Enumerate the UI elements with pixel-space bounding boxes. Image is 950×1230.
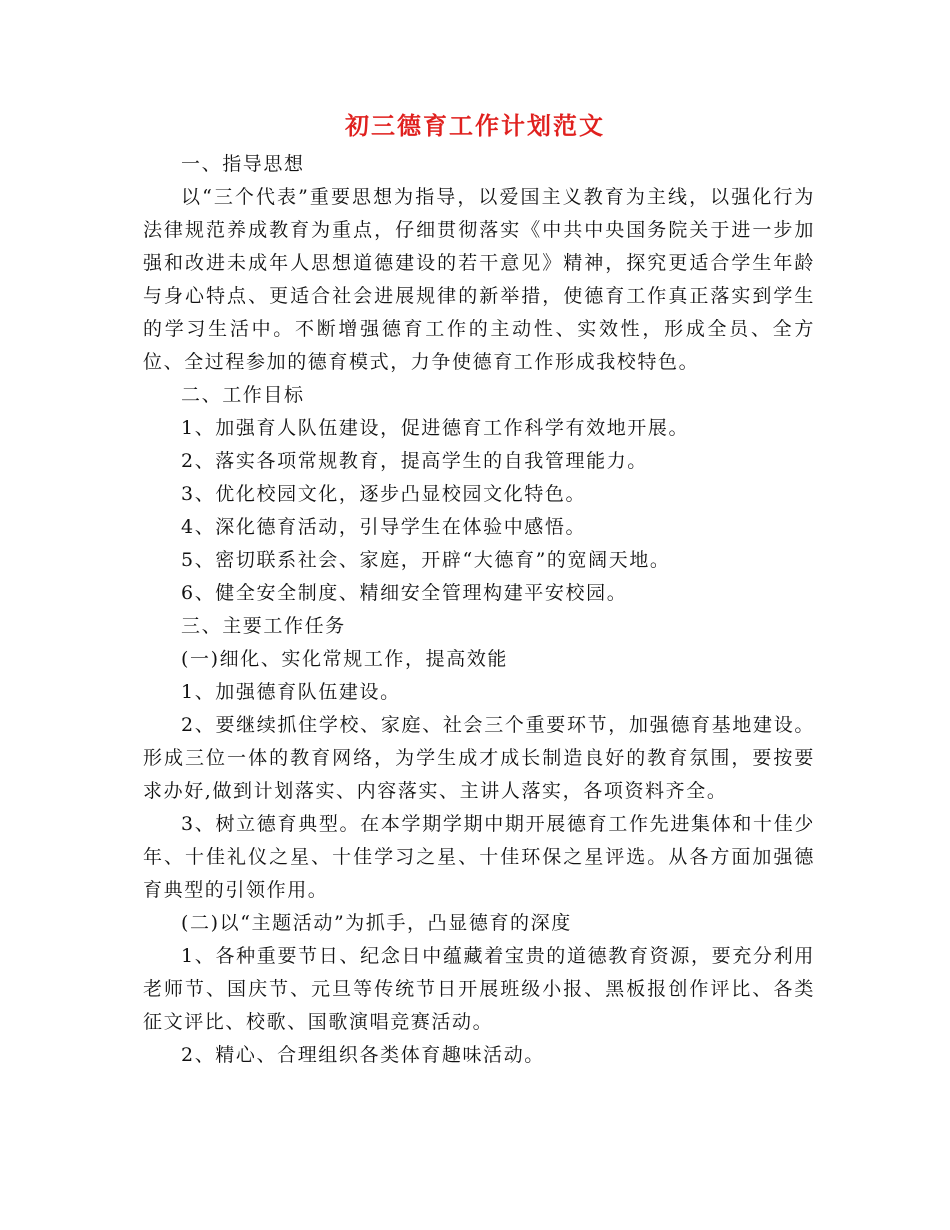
goal-item-2: 2、落实各项常规教育，提高学生的自我管理能力。 xyxy=(181,450,648,472)
heading-guiding-ideology: 一、指导思想 xyxy=(181,153,305,175)
task-item-3: 3、树立德育典型。在本学期学期中期开展德育工作先进集体和十佳少年、十佳礼仪之星、十佳学习之星、十佳环保之星评选。从各方面加强德育典型的引领作用。 xyxy=(143,813,815,901)
activity-item-1: 1、各种重要节日、纪念日中蕴藏着宝贵的道德教育资源，要充分利用老师节、国庆节、元旦等传统节日开展班级小报、黑板报创作评比、各类征文评比、校歌、国歌演唱竞赛活动。 xyxy=(143,945,815,1033)
task-item-2: 2、要继续抓住学校、家庭、社会三个重要环节，加强德育基地建设。形成三位一体的教育网络，为学生成才成长制造良好的教育氛围，要按要求办好,做到计划落实、内容落实、主讲人落实，各项资料齐全。 xyxy=(143,714,815,802)
document-title: 初三德育工作计划范文 xyxy=(345,111,605,140)
goal-item-4: 4、深化德育活动，引导学生在体验中感悟。 xyxy=(181,516,587,538)
subheading-routine-work: (一)细化、实化常规工作，提高效能 xyxy=(181,648,509,670)
task-item-1: 1、加强德育队伍建设。 xyxy=(181,681,401,703)
goal-item-3: 3、优化校园文化，逐步凸显校园文化特色。 xyxy=(181,483,587,505)
subheading-theme-activities: (二)以“主题活动”为抓手，凸显德育的深度 xyxy=(181,912,572,934)
heading-work-goals: 二、工作目标 xyxy=(181,384,305,406)
document-body xyxy=(143,148,815,1072)
goal-item-6: 6、健全安全制度、精细安全管理构建平安校园。 xyxy=(181,582,628,604)
heading-main-tasks: 三、主要工作任务 xyxy=(181,615,346,637)
goal-item-5: 5、密切联系社会、家庭，开辟“大德育”的宽阔天地。 xyxy=(181,549,671,571)
activity-item-2: 2、精心、合理组织各类体育趣味活动。 xyxy=(181,1044,545,1066)
goal-item-1: 1、加强育人队伍建设，促进德育工作科学有效地开展。 xyxy=(181,417,690,439)
paragraph-guiding-ideology: 以“三个代表”重要思想为指导，以爱国主义教育为主线，以强化行为法律规范养成教育为重点，仔细贯彻落实《中共中央国务院关于进一步加强和改进未成年人思想道德建设的若干意见》精神，探究更适合学生年龄与身心特点、更适合社会进展规律的新举措，使德育工作真正落实到学生的学习生活中。不断增强德育工作的主动性、实效性，形成全员、全方位、全过程参加的德育模式，力争使德育工作形成我校特色。 xyxy=(143,186,815,373)
